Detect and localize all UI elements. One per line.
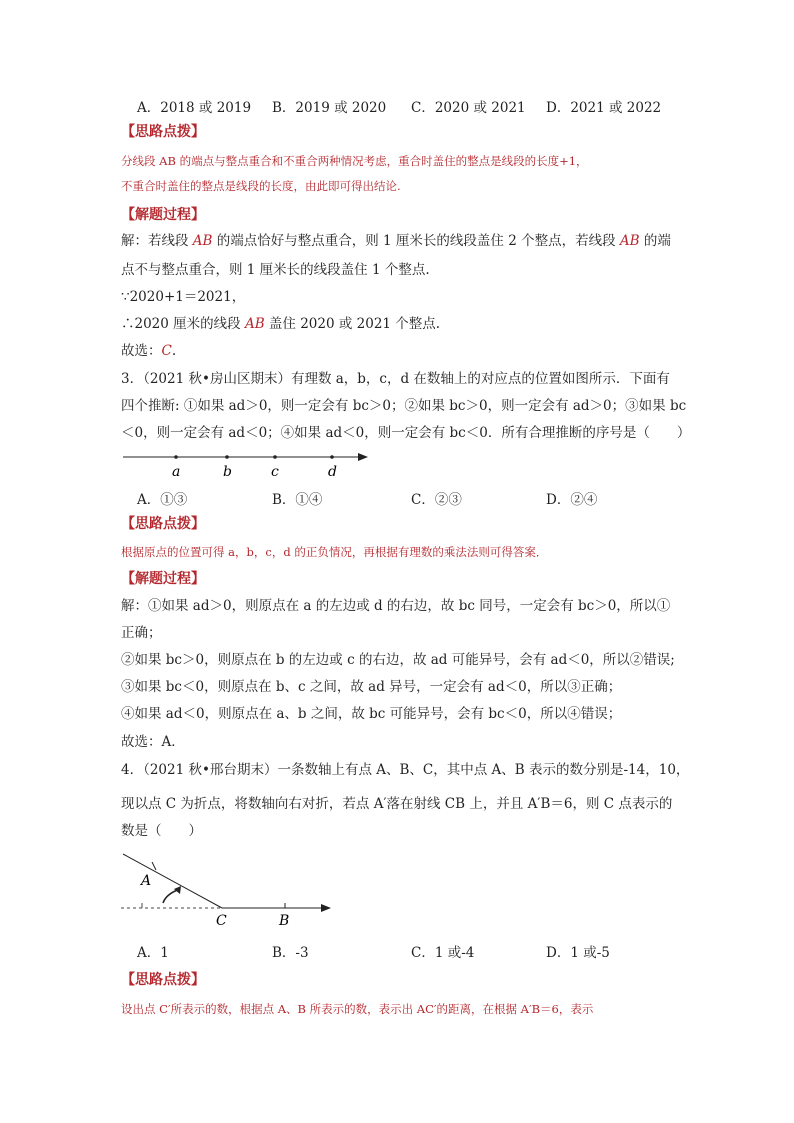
q4-fold-figure bbox=[118, 850, 338, 930]
q4-stem-line-1: 4．（2021 秋•邢台期末）一条数轴上有点 A、B、C，其中点 A、B 表示的数分别是-14，10， bbox=[121, 762, 690, 778]
q4-option-c: C．1 或-4 bbox=[411, 945, 475, 961]
q3-solution-line-3: ②如果 bc＞0，则原点在 b 的左边或 c 的右边，故 ad 可能异号，会有 ad＜0，所以②错误; bbox=[121, 652, 675, 668]
q3-solution-line-2: 正确； bbox=[121, 625, 162, 641]
q2-option-d: D．2021 或 2022 bbox=[546, 100, 662, 116]
q3-point-c bbox=[273, 455, 277, 459]
q3-solution-line-4: ③如果 bc＜0，则原点在 b、c 之间，故 ad 异号，一定会有 ad＜0，所以③正确； bbox=[121, 679, 622, 695]
q3-label-a: a bbox=[172, 464, 181, 480]
q4-label-a: A bbox=[141, 873, 152, 889]
q3-point-d bbox=[330, 455, 334, 459]
q2-solution-title: 【解题过程】 bbox=[121, 207, 205, 223]
q2-hint-line-1: 分线段 AB 的端点与整点重合和不重合两种情况考虑，重合时盖住的整点是线段的长度+1， bbox=[121, 154, 588, 168]
q3-solution-line-5: ④如果 ad＜0，则原点在 a、b 之间，故 bc 可能异号，会有 bc＜0，所以④错误； bbox=[121, 706, 622, 722]
q4-option-d: D．1 或-5 bbox=[546, 945, 610, 961]
q3-label-d: d bbox=[328, 464, 337, 480]
q2-solution-line-3: ∵2020+1＝2021， bbox=[121, 289, 246, 305]
q2-hint-title: 【思路点拨】 bbox=[121, 124, 205, 140]
q3-option-d: D．②④ bbox=[546, 492, 598, 508]
q4-stem-line-3: 数是（ ） bbox=[121, 823, 202, 839]
q3-option-b: B．①④ bbox=[272, 492, 323, 508]
q2-answer: 故选：C. bbox=[121, 343, 177, 359]
q4-label-c: C bbox=[216, 913, 227, 929]
q4-option-a: A．1 bbox=[137, 945, 169, 961]
q3-stem-line-3: ＜0，则一定会有 ad＜0；④如果 ad＜0，则一定会有 bc＜0．所有合理推断的序号是（ ） bbox=[121, 425, 691, 441]
q3-label-b: b bbox=[223, 464, 232, 480]
q2-option-c: C．2020 或 2021 bbox=[411, 100, 526, 116]
q4-hint-line: 设出点 C′所表示的数，根据点 A、B 所表示的数，表示出 AC′的距离，在根据 A′B＝6，表示 bbox=[121, 1002, 594, 1016]
q2-solution-line-4: ∴2020 厘米的线段 AB 盖住 2020 或 2021 个整点. bbox=[121, 316, 441, 332]
q3-number-line-arrow bbox=[358, 453, 368, 461]
q3-point-b bbox=[225, 455, 229, 459]
q2-hint-line-2: 不重合时盖住的整点是线段的长度，由此即可得出结论. bbox=[121, 179, 401, 193]
q4-hint-title: 【思路点拨】 bbox=[121, 972, 205, 988]
q3-option-c: C．②③ bbox=[411, 492, 462, 508]
q3-point-a bbox=[174, 455, 178, 459]
q3-number-line-figure bbox=[118, 448, 378, 482]
q4-stem-line-2: 现以点 C 为折点，将数轴向右对折，若点 A′落在射线 CB 上，并且 A′B＝6，则 C 点表示的 bbox=[121, 796, 673, 812]
q3-solution-title: 【解题过程】 bbox=[121, 571, 205, 587]
q2-option-b: B．2019 或 2020 bbox=[272, 100, 387, 116]
q2-solution-line-1: 解：若线段 AB 的端点恰好与整点重合，则 1 厘米长的线段盖住 2 个整点，若线段 AB 的端 bbox=[121, 233, 671, 249]
q4-option-b: B．-3 bbox=[272, 945, 309, 961]
q3-stem-line-1: 3．（2021 秋•房山区期末）有理数 a，b，c，d 在数轴上的对应点的位置如图所示．下面有 bbox=[121, 371, 670, 387]
q2-solution-line-2: 点不与整点重合，则 1 厘米长的线段盖住 1 个整点. bbox=[121, 262, 430, 278]
q4-folded-tick bbox=[152, 862, 156, 870]
q3-hint-title: 【思路点拨】 bbox=[121, 516, 205, 532]
q3-stem-line-2: 四个推断: ①如果 ad＞0，则一定会有 bc＞0；②如果 bc＞0，则一定会有 ad＞0；③如果 bc bbox=[121, 398, 687, 414]
q2-option-a: A．2018 或 2019 bbox=[137, 100, 252, 116]
q3-label-c: c bbox=[271, 464, 279, 480]
q3-solution-line-1: 解：①如果 ad＞0，则原点在 a 的左边或 d 的右边，故 bc 同号，一定会有 bc＞0，所以① bbox=[121, 598, 671, 614]
q3-answer: 故选：A． bbox=[121, 734, 185, 750]
q3-option-a: A．①③ bbox=[137, 492, 188, 508]
q3-hint-line: 根据原点的位置可得 a，b，c，d 的正负情况，再根据有理数的乘法法则可得答案． bbox=[121, 545, 548, 559]
q4-ray-arrow bbox=[321, 904, 331, 912]
q4-label-b: B bbox=[279, 913, 290, 929]
q4-folded-segment bbox=[123, 854, 222, 908]
